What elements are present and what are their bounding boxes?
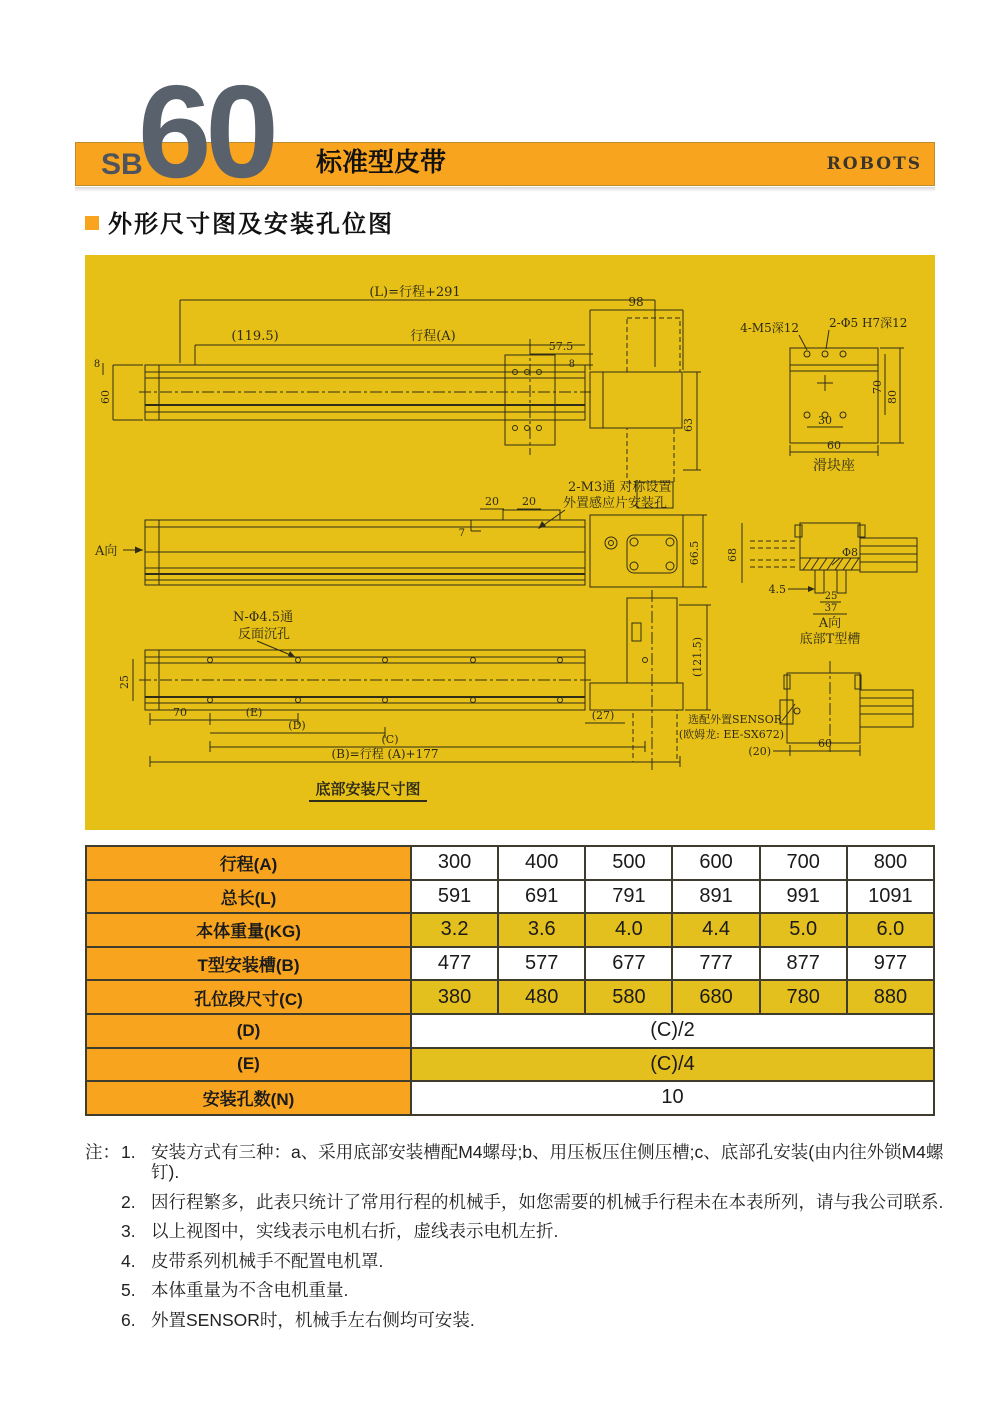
row-label: T型安装槽(B): [86, 947, 411, 981]
dim-20-sensor: (20): [748, 745, 771, 758]
row-label: 行程(A): [86, 846, 411, 880]
cell: 1091: [847, 880, 934, 914]
cell: 600: [672, 846, 759, 880]
dim-121-5: (121.5): [691, 636, 704, 678]
dim-c: (C): [381, 733, 399, 746]
cell: 700: [760, 846, 847, 880]
note-line: [85, 1192, 955, 1212]
cell: 880: [847, 980, 934, 1014]
row-label: 本体重量(KG): [86, 913, 411, 947]
slider-seat-caption: 滑块座: [813, 458, 855, 474]
note-indent: [85, 1310, 121, 1330]
dim-8-right: 8: [568, 359, 575, 370]
dim-60-seat: 60: [827, 439, 841, 452]
label-sensor-2: (欧姆龙: EE-SX672): [678, 728, 784, 741]
note-indent: [85, 1280, 121, 1300]
table-row-e: [86, 1048, 934, 1082]
bottom-view-caption: 底部安装尺寸图: [315, 780, 421, 798]
note-line: [85, 1221, 955, 1241]
dim-stroke-a: 行程(A): [410, 329, 456, 344]
note-text: 皮带系列机械手不配置电机罩.: [151, 1250, 384, 1271]
dim-25-left: 25: [118, 675, 131, 689]
dim-7: 7: [458, 528, 465, 539]
table-row-weight: [86, 913, 934, 947]
cell: 591: [411, 880, 498, 914]
dim-66-5: 66.5: [688, 540, 701, 566]
side-view: [94, 479, 707, 587]
table-row-hole-span: [86, 980, 934, 1014]
dim-68: 68: [726, 548, 739, 562]
dim-phi8: Φ8: [842, 546, 859, 559]
label-m3-line2: 外置感应片安装孔: [563, 496, 668, 511]
cell: 6.0: [847, 913, 934, 947]
cell: 780: [760, 980, 847, 1014]
dim-total-length: (L)=行程+291: [369, 285, 461, 300]
dim-b: (B)=行程 (A)+177: [331, 747, 439, 761]
table-row-d: [86, 1014, 934, 1048]
note-text: 安装方式有三种：a、采用底部安装槽配M4螺母;b、用压板压住侧压槽;c、底部孔安装(由内往外锁M4螺钉).: [151, 1142, 944, 1182]
note-text: 因行程繁多，此表只统计了常用行程的机械手，如您需要的机械手行程未在本表所列，请与我公司联系.: [151, 1191, 944, 1212]
model-number: 60: [138, 58, 273, 205]
note-text: 以上视图中，实线表示电机右折，虚线表示电机左折.: [151, 1221, 559, 1241]
note-number: 2.: [121, 1191, 136, 1212]
note-number: 3.: [121, 1221, 136, 1241]
dim-70-bottom: 70: [173, 706, 187, 719]
cell: 5.0: [760, 913, 847, 947]
cell: 977: [847, 947, 934, 981]
note-indent: [85, 1221, 121, 1241]
label-n-phi45-2: 反面沉孔: [238, 627, 291, 642]
note-number: 6.: [121, 1309, 136, 1330]
table-row-t-slot: [86, 947, 934, 981]
dim-98: 98: [628, 295, 644, 309]
cell: 4.0: [585, 913, 672, 947]
sensor-option-detail: [679, 661, 913, 758]
label-sensor-1: 选配外置SENSOR: [687, 713, 782, 726]
dim-27: (27): [591, 709, 615, 722]
dim-119-5: (119.5): [231, 329, 279, 344]
cell: 691: [498, 880, 585, 914]
cell: 4.4: [672, 913, 759, 947]
row-label: 总长(L): [86, 880, 411, 914]
model-prefix: SB: [101, 148, 143, 181]
table-row-stroke: [86, 846, 934, 880]
table-row-hole-count: [86, 1081, 934, 1115]
top-view: [94, 285, 701, 508]
dim-70-seat: 70: [871, 380, 884, 394]
section-title-text: 外形尺寸图及安装孔位图: [108, 211, 394, 238]
spec-table: [85, 845, 935, 1116]
cell-merged: 10: [411, 1081, 934, 1115]
cell: 577: [498, 947, 585, 981]
dim-8-left: 8: [93, 359, 101, 370]
dimension-drawing: [85, 255, 935, 830]
dim-20-a: 20: [485, 495, 499, 508]
row-label: (E): [86, 1048, 411, 1082]
cell: 400: [498, 846, 585, 880]
note-number: 5.: [121, 1280, 136, 1300]
label-a-direction: A向: [95, 544, 118, 559]
note-line: [85, 1142, 955, 1182]
note-number: 1.: [121, 1142, 136, 1162]
note-text: 本体重量为不含电机重量.: [151, 1280, 349, 1300]
row-label: 孔位段尺寸(C): [86, 980, 411, 1014]
bullet-square-icon: [85, 216, 99, 230]
section-a-caption-1: A向: [818, 616, 842, 631]
cell: 677: [585, 947, 672, 981]
t-slot-section-detail: [726, 523, 917, 647]
note-line: [85, 1280, 955, 1300]
label-n-phi45-1: N-Φ4.5通: [233, 610, 294, 625]
dim-37: 37: [824, 603, 838, 614]
cell: 991: [760, 880, 847, 914]
dim-25-slot: 25: [824, 591, 838, 602]
model-type-label: 标准型皮带: [316, 147, 447, 177]
cell: 777: [672, 947, 759, 981]
bottom-view: [118, 590, 711, 801]
cell: 477: [411, 947, 498, 981]
dim-80: 80: [886, 390, 899, 404]
cell: 480: [498, 980, 585, 1014]
cell: 3.6: [498, 913, 585, 947]
label-m3-line1: 2-M3通 对称设置: [568, 480, 672, 495]
dim-60-left: 60: [99, 390, 112, 404]
note-prefix: 注：: [85, 1142, 120, 1162]
brand-logo: ROBOTS: [826, 154, 922, 174]
label-2-phi5: 2-Φ5 H7深12: [829, 316, 908, 330]
dim-57-5: 57.5: [548, 340, 574, 353]
dim-63: 63: [682, 418, 695, 432]
dim-d: (D): [288, 719, 306, 732]
dimension-drawing-panel: [85, 255, 935, 830]
row-label: (D): [86, 1014, 411, 1048]
dim-4-5: 4.5: [768, 583, 786, 596]
section-a-caption-2: 底部T型槽: [799, 632, 861, 647]
cell: 791: [585, 880, 672, 914]
note-number: 4.: [121, 1250, 136, 1271]
cell: 3.2: [411, 913, 498, 947]
cell: 800: [847, 846, 934, 880]
table-row-total-length: [86, 880, 934, 914]
cell: 500: [585, 846, 672, 880]
row-label: 安装孔数(N): [86, 1081, 411, 1115]
cell-merged: (C)/2: [411, 1014, 934, 1048]
note-text: 外置SENSOR时，机械手左右侧均可安装.: [151, 1309, 475, 1330]
note-line: [85, 1251, 955, 1271]
note-indent: [85, 1251, 121, 1271]
cell: 300: [411, 846, 498, 880]
cell-merged: (C)/4: [411, 1048, 934, 1082]
cell: 380: [411, 980, 498, 1014]
cell: 580: [585, 980, 672, 1014]
label-4-m5: 4-M5深12: [740, 321, 799, 335]
dim-20-b: 20: [522, 495, 536, 508]
dim-30: 30: [818, 414, 832, 427]
cell: 891: [672, 880, 759, 914]
section-title: [85, 204, 394, 239]
notes-section: [85, 1142, 955, 1339]
note-indent: [85, 1192, 121, 1212]
dim-e: (E): [245, 706, 263, 719]
note-line: [85, 1310, 955, 1330]
slider-seat-detail: [740, 316, 907, 474]
cell: 680: [672, 980, 759, 1014]
cell: 877: [760, 947, 847, 981]
dim-60-sensor: 60: [818, 737, 832, 750]
